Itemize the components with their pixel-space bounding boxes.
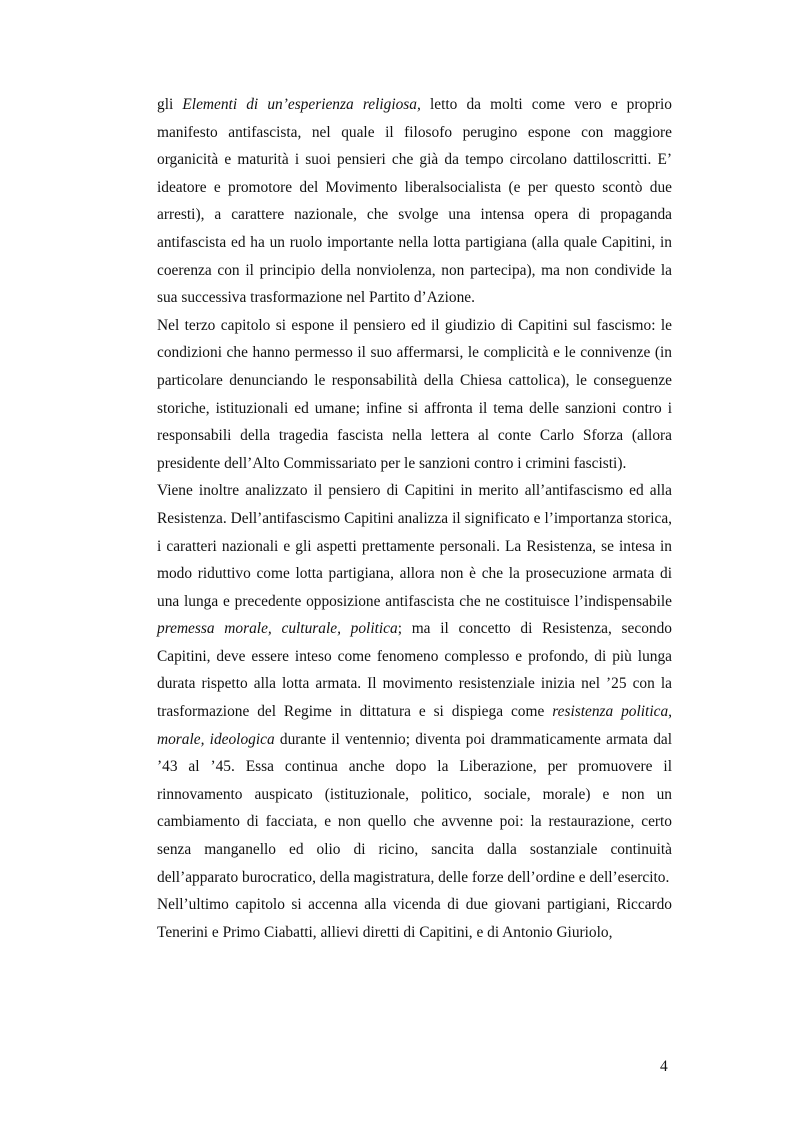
text-run: letto da molti come vero e proprio manifesto antifascista, nel quale il filosofo perugino espone con maggiore organicità e maturità i suoi pensieri che già da tempo circolano dattiloscritti. E’ ideatore e promotore del Movimento liberalsocialista (e per questo scontò due arresti), a carattere nazionale, che svolge una intensa opera di propaganda antifascista ed ha un ruolo importante nella lotta partigiana (alla quale Capitini, in coerenza con il principio della nonviolenza, non partecipa), ma non condivide la sua successiva trasformazione nel Partito d’Azione. bbox=[157, 96, 672, 307]
book-title: Elementi di un’esperienza religiosa, bbox=[182, 96, 421, 113]
text-run: gli bbox=[157, 96, 183, 113]
text-run: durante il ventennio; diventa poi drammaticamente armata dal ’43 al ’45. Essa continua anche dopo la Liberazione, per promuovere il rinnovamento auspicato (istituzionale, politico, sociale, morale) e non un cambiamento di facciata, e non quello che avvenne poi: la restaurazione, certo senza manganello ed olio di ricino, sancita dalla sostanziale continuità dell’apparato burocratico, della magistratura, delle forze dell’ordine e dell’esercito. bbox=[157, 730, 672, 886]
page-number: 4 bbox=[660, 1058, 668, 1075]
text-run: Viene inoltre analizzato il pensiero di Capitini in merito all’antifascismo ed alla Resistenza. Dell’antifascismo Capitini analizza il significato e l’importanza storica, i caratteri nazionali e gli aspetti prettamente personali. La Resistenza, se intesa in modo riduttivo come lotta partigiana, allora non è che la prosecuzione armata di una lunga e precedente opposizione antifascista che ne costituisce l’indispensabile bbox=[157, 482, 672, 610]
document-body bbox=[157, 91, 672, 946]
text-run: ; ma il concetto di Resistenza, secondo Capitini, deve essere inteso come fenomeno complesso e profondo, di più lunga durata rispetto alla lotta armata. Il movimento resistenziale inizia nel ’25 con la trasformazione del Regime in dittatura e si dispiega come bbox=[157, 620, 672, 721]
paragraph-3 bbox=[157, 477, 672, 891]
emphasis: resistenza politica, morale, ideologica bbox=[157, 703, 672, 748]
emphasis: premessa morale, culturale, politica bbox=[157, 620, 398, 638]
paragraph-4: Nell’ultimo capitolo si accenna alla vicenda di due giovani partigiani, Riccardo Tenerini e Primo Ciabatti, allievi diretti di Capitini, e di Antonio Giuriolo, bbox=[157, 896, 672, 941]
paragraph-2: Nel terzo capitolo si espone il pensiero ed il giudizio di Capitini sul fascismo: le condizioni che hanno permesso il suo affermarsi, le complicità e le connivenze (in particolare denunciando le responsabilità della Chiesa cattolica), le conseguenze storiche, istituzionali ed umane; infine si affronta il tema delle sanzioni contro i responsabili della tragedia fascista nella lettera al conte Carlo Sforza (allora presidente dell’Alto Commissariato per le sanzioni contro i crimini fascisti). bbox=[157, 316, 672, 472]
paragraph-1 bbox=[157, 91, 672, 312]
